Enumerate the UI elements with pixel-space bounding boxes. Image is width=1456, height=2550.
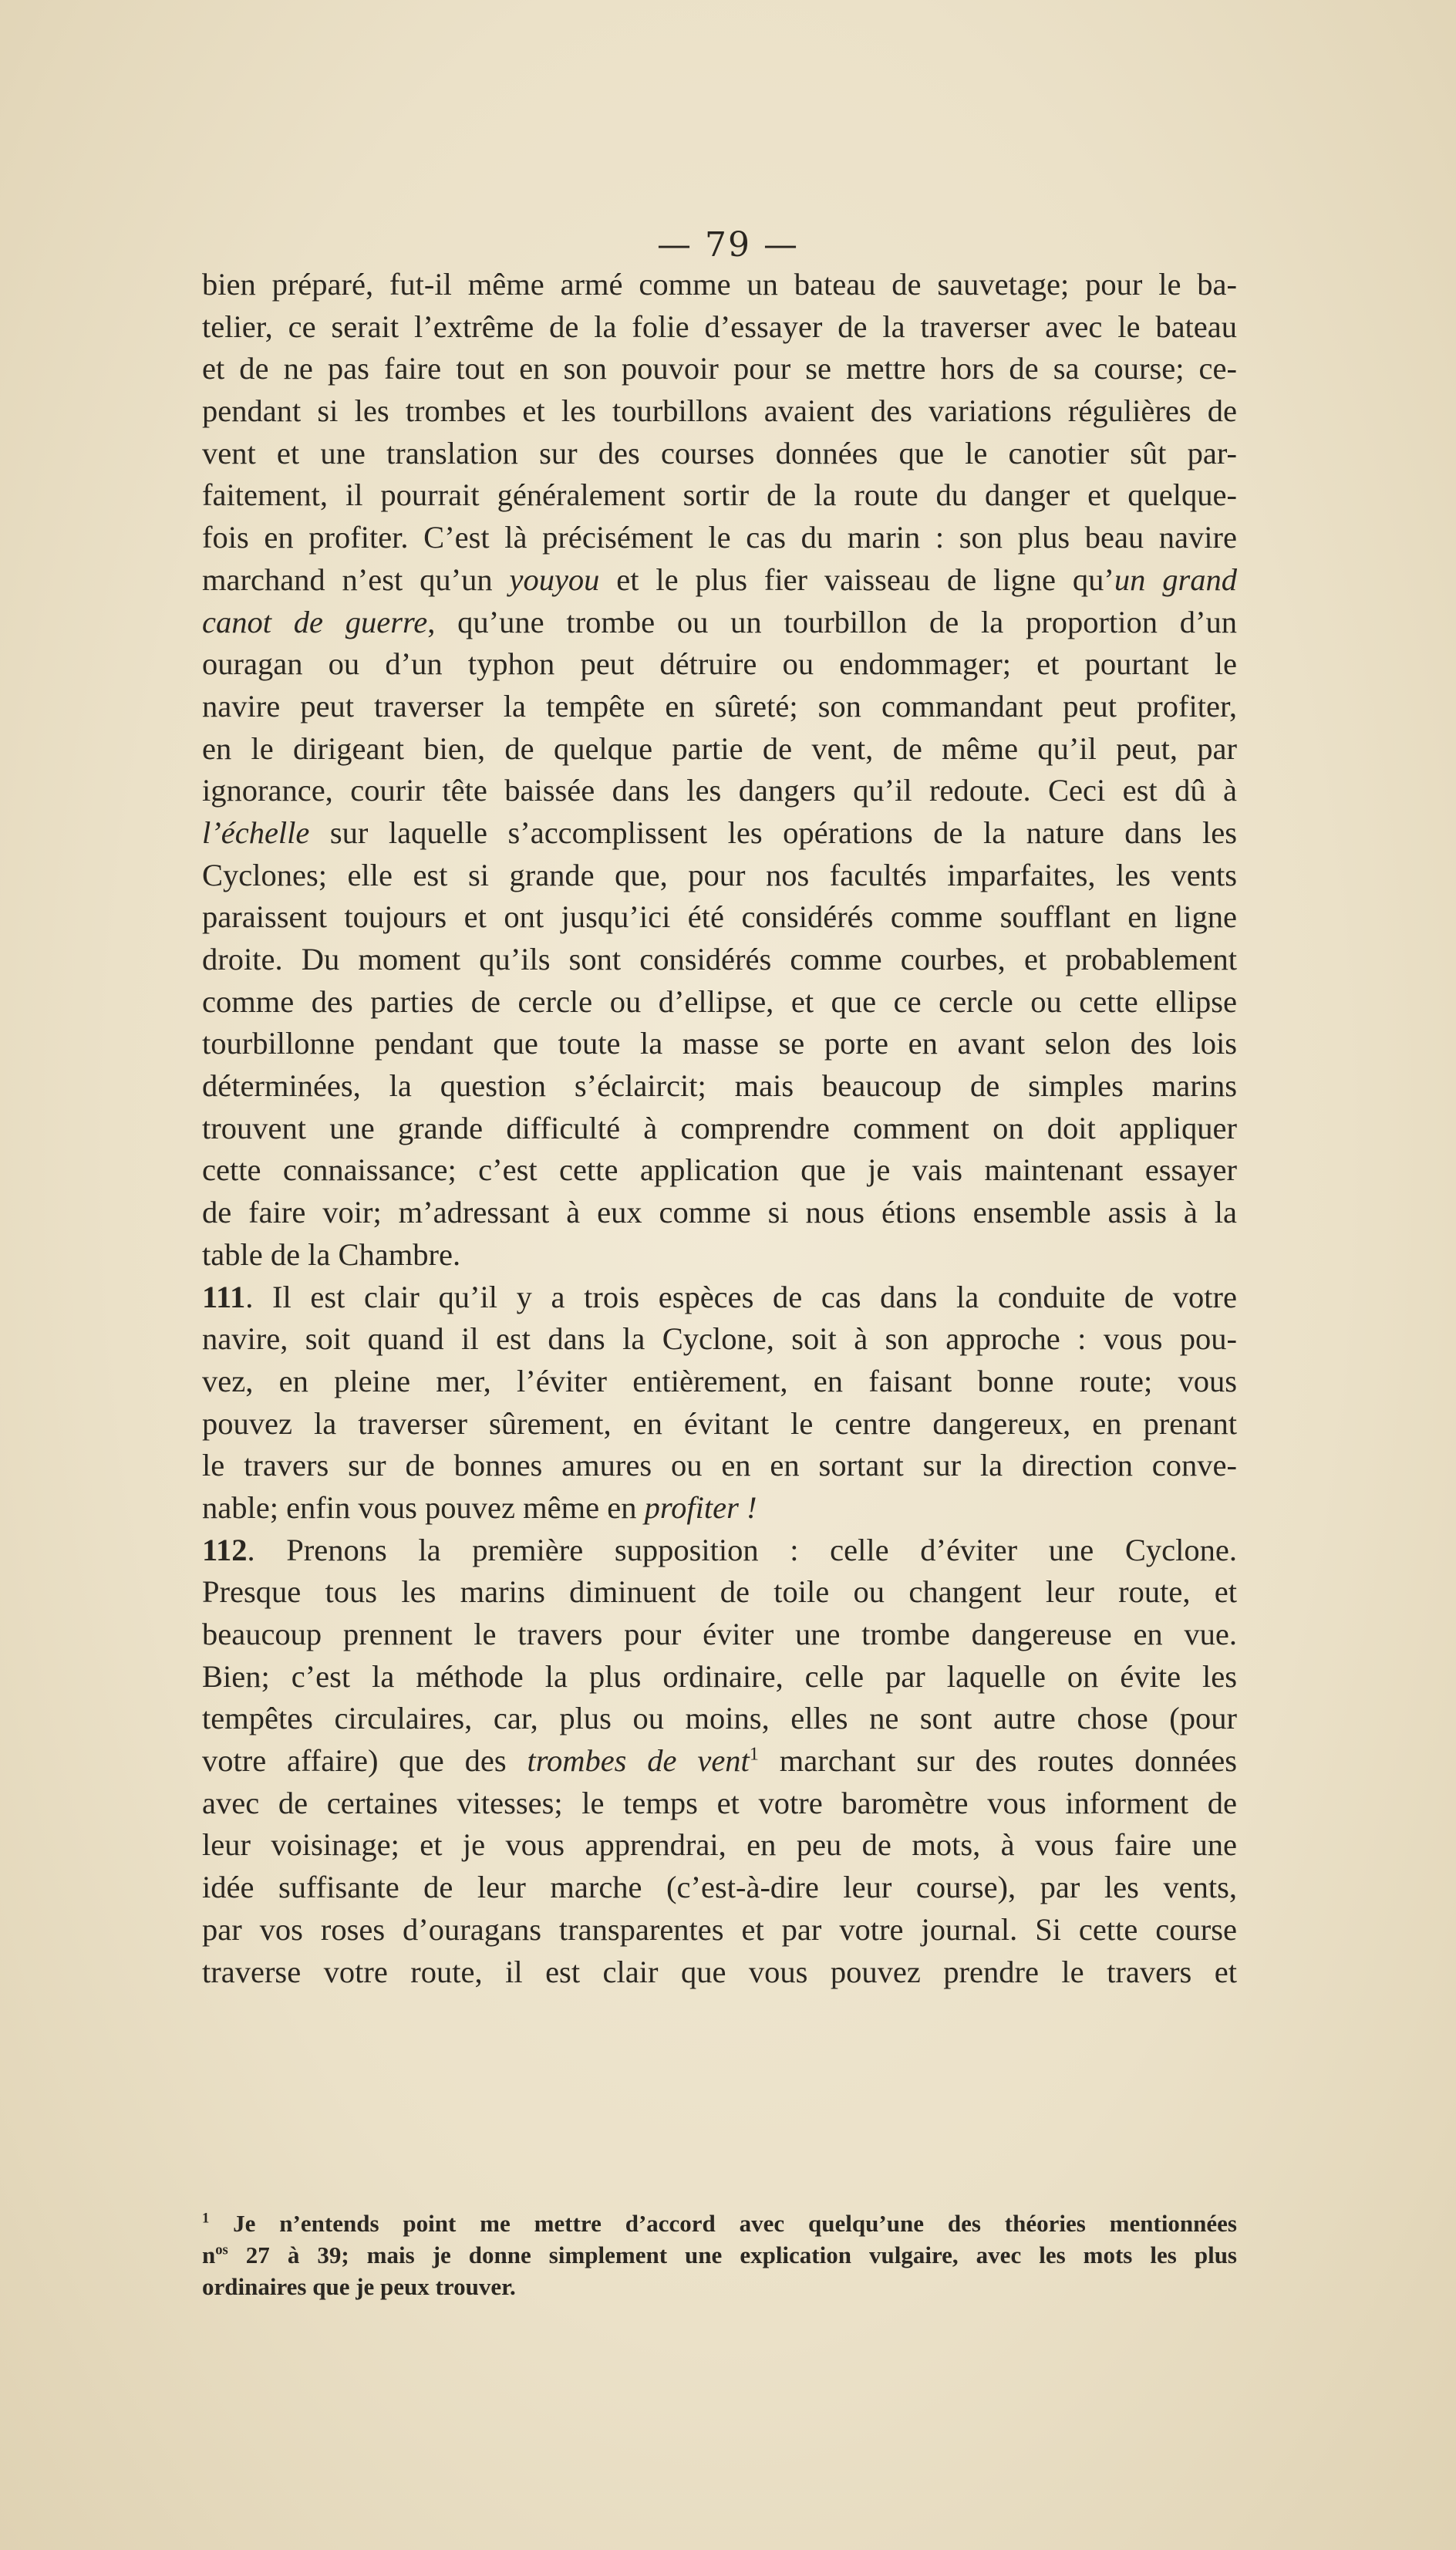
body-text-line: le travers sur de bonnes amures ou en en sortant sur la direction conve- [202, 1448, 1237, 1483]
body-text-line: fois en profiter. C’est là précisément le cas du marin : son plus beau navire [202, 520, 1237, 555]
body-text-line: Bien; c’est la méthode la plus ordinaire, celle par laquelle on évite les [202, 1658, 1237, 1694]
body-text-line: leur voisinage; et je vous apprendrai, en peu de mots, à vous faire une [202, 1827, 1237, 1863]
body-text-line: 111. Il est clair qu’il y a trois espèces de cas dans la conduite de votre [202, 1279, 1237, 1314]
body-text-line: faitement, il pourrait généralement sortir de la route du danger et quelque- [202, 477, 1237, 513]
body-text-line: Presque tous les marins diminuent de toile ou changent leur route, et [202, 1574, 1237, 1610]
body-text-line: pendant si les trombes et les tourbillons avaient des variations régulières de [202, 393, 1237, 429]
page-number: — 79 — [657, 225, 799, 265]
body-text-line: votre affaire) que des trombes de vent$^1$ marchant sur des routes données [202, 1743, 1237, 1779]
body-text-line: avec de certaines vitesses; le temps et votre baromètre vous informent de [202, 1785, 1237, 1820]
body-text-line: nable; enfin vous pouvez même en profiter ! [202, 1489, 757, 1525]
footnote-line: $n^{os}$ 27 à 39; mais je donne simplement une explication vulgaire, avec les mots les plus [202, 2241, 1237, 2268]
body-text-line: 112. Prenons la première supposition : celle d’éviter une Cyclone. [202, 1532, 1237, 1567]
body-text-line: ouragan ou d’un typhon peut détruire ou endommager; et pourtant le [202, 646, 1237, 682]
footnote-line: $^1$ Je n’entends point me mettre d’accord avec quelqu’une des théories mentionnées [202, 2210, 1237, 2237]
body-text-line: telier, ce serait l’extrême de la folie d’essayer de la traverser avec le bateau [202, 309, 1237, 344]
body-text-line: par vos roses d’ouragans transparentes et par votre journal. Si cette course [202, 1911, 1237, 1947]
body-text-line: droite. Du moment qu’ils sont considérés comme courbes, et probablement [202, 942, 1237, 976]
body-text-line: tempêtes circulaires, car, plus ou moins, elles ne sont autre chose (pour [202, 1701, 1237, 1736]
body-text-line: vent et une translation sur des courses données que le canotier sût par- [202, 435, 1237, 471]
body-text-line: paraissent toujours et ont jusqu’ici été considérés comme soufflant en ligne [202, 899, 1237, 935]
body-text-line: l’échelle sur laquelle s’accomplissent les opérations de la nature dans les [202, 815, 1237, 850]
body-text-line: trouvent une grande difficulté à comprendre comment on doit appliquer [202, 1110, 1237, 1145]
body-text-line: tourbillonne pendant que toute la masse se porte en avant selon des lois [202, 1026, 1237, 1061]
footnote-line: ordinaires que je peux trouver. [202, 2273, 516, 2300]
body-text-line: pouvez la traverser sûrement, en évitant le centre dangereux, en prenant [202, 1405, 1237, 1441]
body-text-line: idée suffisante de leur marche (c’est-à-dire leur course), par les vents, [202, 1870, 1237, 1905]
body-text-line: navire peut traverser la tempête en sûreté; son commandant peut profiter, [202, 688, 1237, 724]
body-text-line: table de la Chambre. [202, 1236, 461, 1272]
body-text-line: Cyclones; elle est si grande que, pour nos facultés imparfaites, les vents [202, 857, 1237, 892]
body-text [202, 264, 1237, 1993]
body-text-line: cette connaissance; c’est cette application que je vais maintenant essayer [202, 1152, 1237, 1188]
body-text-line: vez, en pleine mer, l’éviter entièrement, en faisant bonne route; vous [202, 1363, 1237, 1398]
body-text-line: traverse votre route, il est clair que vous pouvez prendre le travers et [202, 1954, 1237, 1989]
body-text-line: déterminées, la question s’éclaircit; mais beaucoup de simples marins [202, 1068, 1237, 1104]
body-text-line: marchand n’est qu’un youyou et le plus fier vaisseau de ligne qu’un grand [202, 562, 1237, 597]
body-text-line: comme des parties de cercle ou d’ellipse, et que ce cercle ou cette ellipse [202, 983, 1237, 1019]
body-text-line: et de ne pas faire tout en son pouvoir pour se mettre hors de sa course; ce- [202, 351, 1237, 386]
body-text-line: ignorance, courir tête baissée dans les dangers qu’il redoute. Ceci est dû à [202, 773, 1237, 808]
body-text-line: beaucoup prennent le travers pour éviter une trombe dangereuse en vue. [202, 1617, 1237, 1651]
footnote [202, 2208, 1237, 2302]
body-text-line: canot de guerre, qu’une trombe ou un tourbillon de la proportion d’un [202, 604, 1237, 639]
body-text-line: navire, soit quand il est dans la Cyclone, soit à son approche : vous pou- [202, 1321, 1237, 1357]
body-text-line: de faire voir; m’adressant à eux comme si nous étions ensemble assis à la [202, 1195, 1237, 1230]
body-text-line: bien préparé, fut-il même armé comme un bateau de sauvetage; pour le ba- [202, 267, 1237, 302]
body-text-line: en le dirigeant bien, de quelque partie de vent, de même qu’il peut, par [202, 730, 1237, 766]
